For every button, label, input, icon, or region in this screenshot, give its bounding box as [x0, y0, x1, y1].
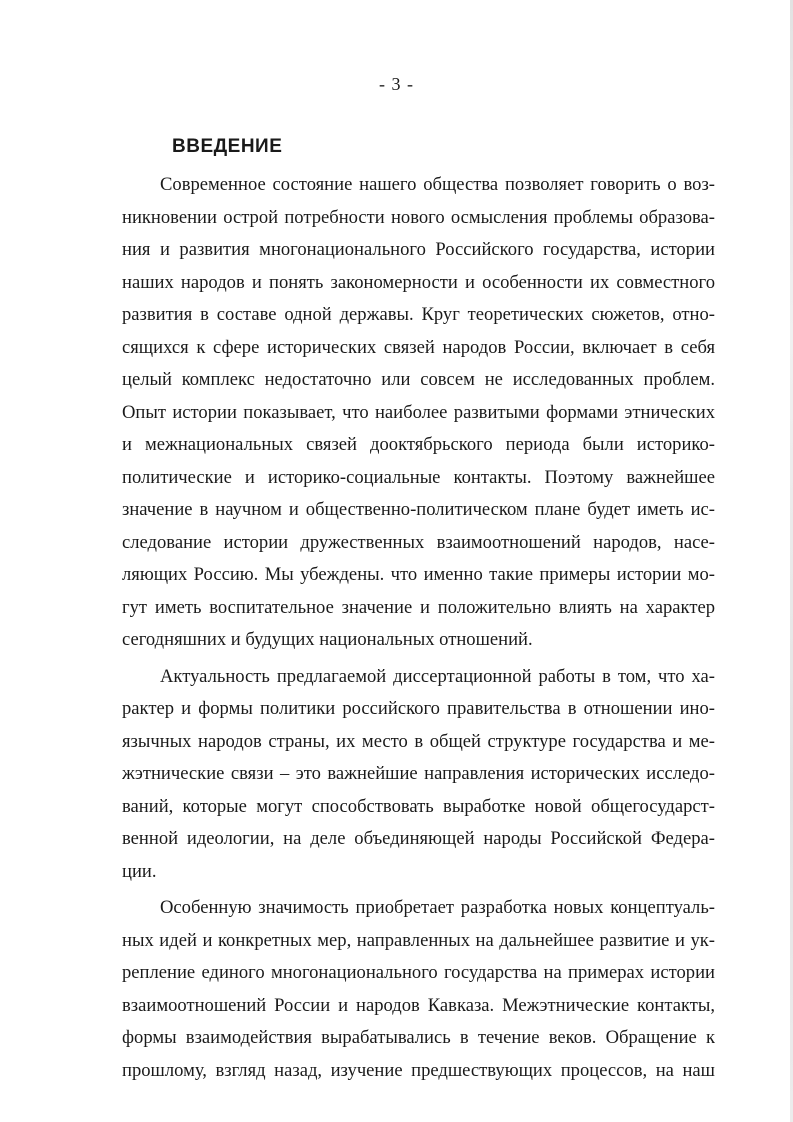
text-line: развития в составе одной державы. Круг теоретических сюжетов, отно-: [122, 304, 715, 325]
paragraph: [122, 892, 715, 1087]
page-number: - 3 -: [379, 74, 414, 94]
text-line: Актуальность предлагаемой диссертационной работы в том, что ха-: [160, 665, 715, 687]
text-line: сящихся к сфере исторических связей народов России, включает в себя: [122, 336, 715, 358]
text-line: политические и историко-социальные контакты. Поэтому важнейшее: [122, 466, 715, 488]
section-heading: ВВЕДЕНИЕ: [172, 136, 283, 157]
text-line: Опыт истории показывает, что наиболее развитыми формами этнических: [122, 401, 715, 423]
text-line: ваний, которые могут способствовать выработке новой общегосударст-: [122, 795, 715, 817]
text-line: венной идеологии, на деле объединяющей народы Российской Федера-: [122, 828, 715, 849]
text-line: никновении острой потребности нового осмысления проблемы образова-: [122, 206, 715, 228]
text-line: жэтнические связи – это важнейшие направления исторических исследо-: [122, 763, 715, 784]
text-line: прошлому, взгляд назад, изучение предшествующих процессов, на наш: [122, 1059, 715, 1081]
text-line: репление единого многонационального государства на примерах истории: [122, 962, 715, 983]
text-line: целый комплекс недостаточно или совсем не исследованных проблем.: [122, 369, 715, 390]
text-line: ции.: [122, 860, 157, 882]
text-line: следование истории дружественных взаимоотношений народов, насе-: [122, 531, 715, 553]
text-line: рактер и формы политики российского правительства в отношении ино-: [122, 698, 715, 719]
text-line: гут иметь воспитательное значение и положительно влиять на характер: [122, 596, 715, 618]
paragraph: [122, 169, 715, 657]
text-line: ляющих Россию. Мы убеждены. что именно такие примеры истории мо-: [122, 564, 715, 585]
text-line: ния и развития многонационального Российского государства, истории: [122, 239, 715, 260]
text-line: наших народов и понять закономерности и особенности их совместного: [122, 271, 715, 293]
text-line: сегодняшних и будущих национальных отношений.: [122, 629, 533, 650]
text-line: Современное состояние нашего общества позволяет говорить о воз-: [160, 174, 715, 195]
text-line: язычных народов страны, их место в общей структуре государства и ме-: [122, 730, 715, 752]
text-line: взаимоотношений России и народов Кавказа. Межэтнические контакты,: [122, 994, 715, 1016]
paragraph: [122, 661, 715, 889]
text-line: Особенную значимость приобретает разработка новых концептуаль-: [160, 897, 715, 918]
text-line: значение в научном и общественно-политическом плане будет иметь ис-: [122, 499, 715, 520]
body-text: [122, 169, 715, 1087]
text-line: формы взаимодействия вырабатывались в течение веков. Обращение к: [122, 1027, 715, 1048]
text-line: ных идей и конкретных мер, направленных на дальнейшее развитие и ук-: [122, 929, 715, 951]
text-line: и межнациональных связей дооктябрьского периода были историко-: [122, 434, 715, 455]
